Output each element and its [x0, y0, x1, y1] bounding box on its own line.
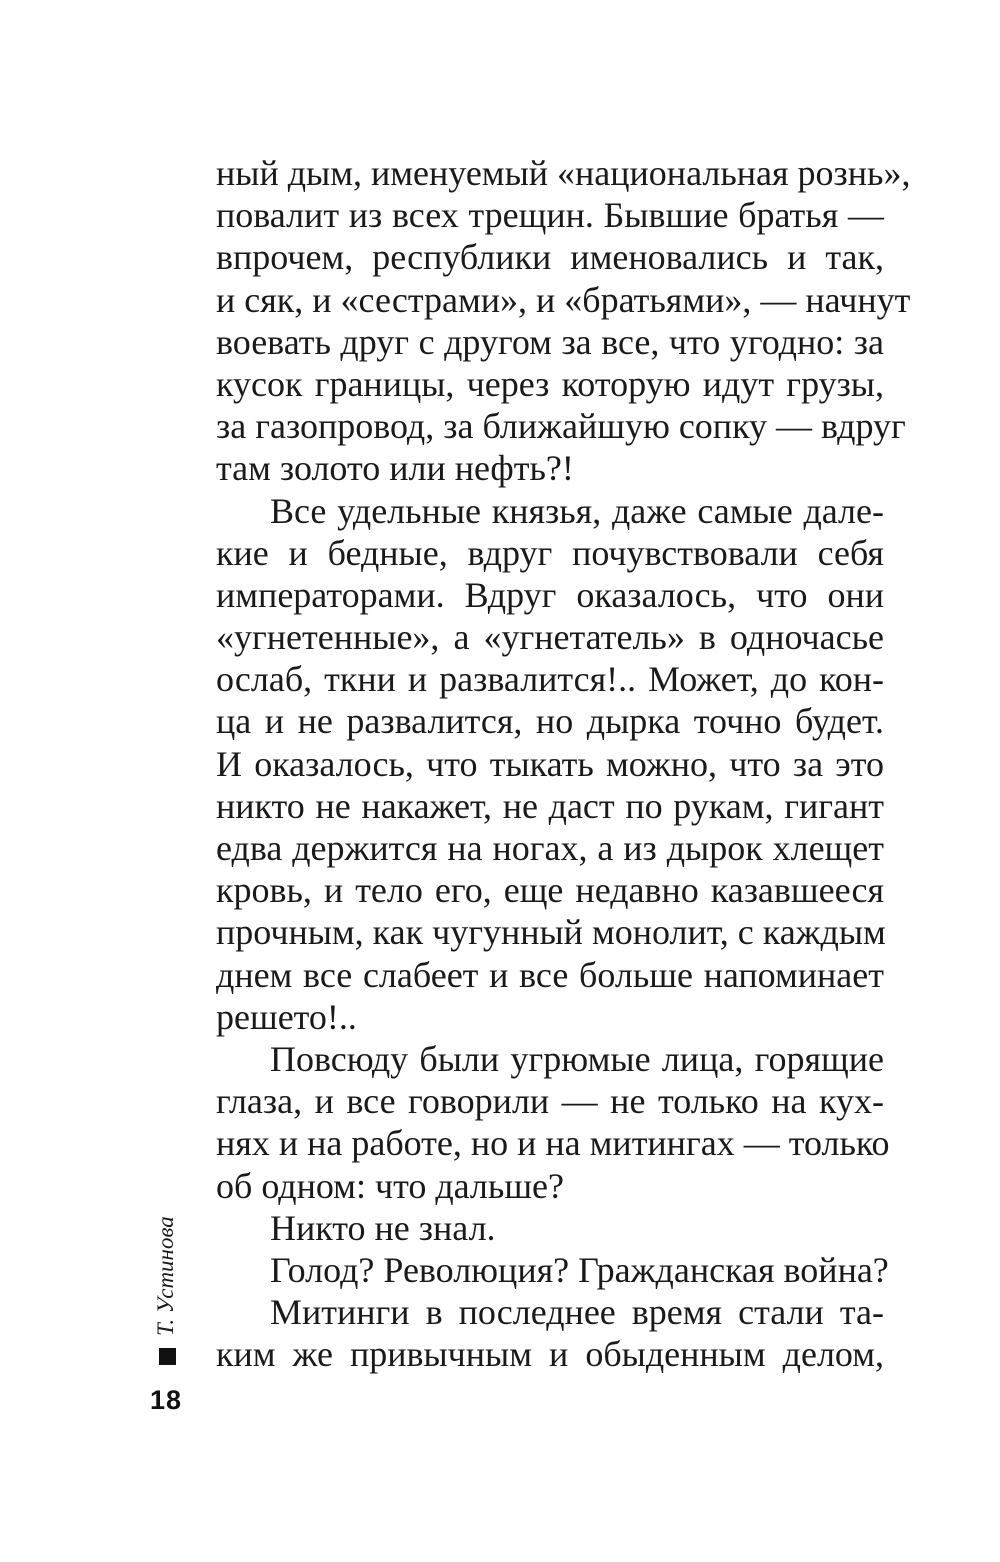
text-line: воевать друг с другом за все, что угодно: за	[216, 321, 884, 362]
text-line: ца и не развалится, но дырка точно будет.	[216, 701, 884, 742]
paragraph-start-line: Повсюду были угрюмые лица, горящие	[270, 1038, 884, 1079]
author-running-head: Т. Устинова	[153, 1216, 178, 1336]
text-line: днем все слабеет и все больше напоминает	[216, 954, 884, 995]
text-line: решето!..	[216, 996, 357, 1037]
text-line: за газопровод, за ближайшую сопку — вдруг	[216, 406, 906, 447]
page-marker-square	[159, 1348, 176, 1365]
text-line: императорами. Вдруг оказалось, что они	[216, 574, 884, 615]
body-text	[216, 152, 911, 1375]
text-line: кровь, и тело его, еще недавно казавшееся	[216, 870, 884, 911]
text-line: глаза, и все говорили — не только на кух-	[216, 1081, 884, 1122]
text-line: впрочем, республики именовались и так,	[216, 237, 884, 278]
text-line: нях и на работе, но и на митингах — только	[216, 1123, 890, 1164]
text-line: об одном: что дальше?	[216, 1165, 564, 1206]
paragraph-start-line: Голод? Революция? Гражданская война?	[270, 1249, 889, 1290]
text-line: И оказалось, что тыкать можно, что за это	[216, 743, 884, 784]
text-line: никто не накажет, не даст по рукам, гигант	[216, 785, 884, 826]
text-line: «угнетенные», а «угнетатель» в одночасье	[216, 617, 884, 658]
paragraph-start-line: Митинги в последнее время стали та-	[270, 1292, 884, 1333]
text-line: ный дым, именуемый «национальная рознь»,	[216, 153, 911, 193]
page-number: 18	[150, 1385, 183, 1415]
text-line: кусок границы, через которую идут грузы,	[216, 363, 884, 404]
text-line: повалит из всех трещин. Бывшие братья —	[216, 195, 884, 236]
text-line: там золото или нефть?!	[216, 448, 574, 489]
text-line: ослаб, ткни и развалится!.. Может, до кон-	[216, 659, 884, 700]
text-line: кие и бедные, вдруг почувствовали себя	[216, 532, 884, 573]
paragraph-start-line: Все удельные князья, даже самые дале-	[270, 490, 884, 531]
text-line: едва держится на ногах, а из дырок хлещет	[216, 828, 884, 868]
text-line: и сяк, и «сестрами», и «братьями», — начнут	[216, 279, 911, 320]
text-line: ким же привычным и обыденным делом,	[216, 1334, 884, 1375]
paragraph-start-line: Никто не знал.	[270, 1207, 496, 1248]
text-line: прочным, как чугунный монолит, с каждым	[216, 912, 886, 953]
